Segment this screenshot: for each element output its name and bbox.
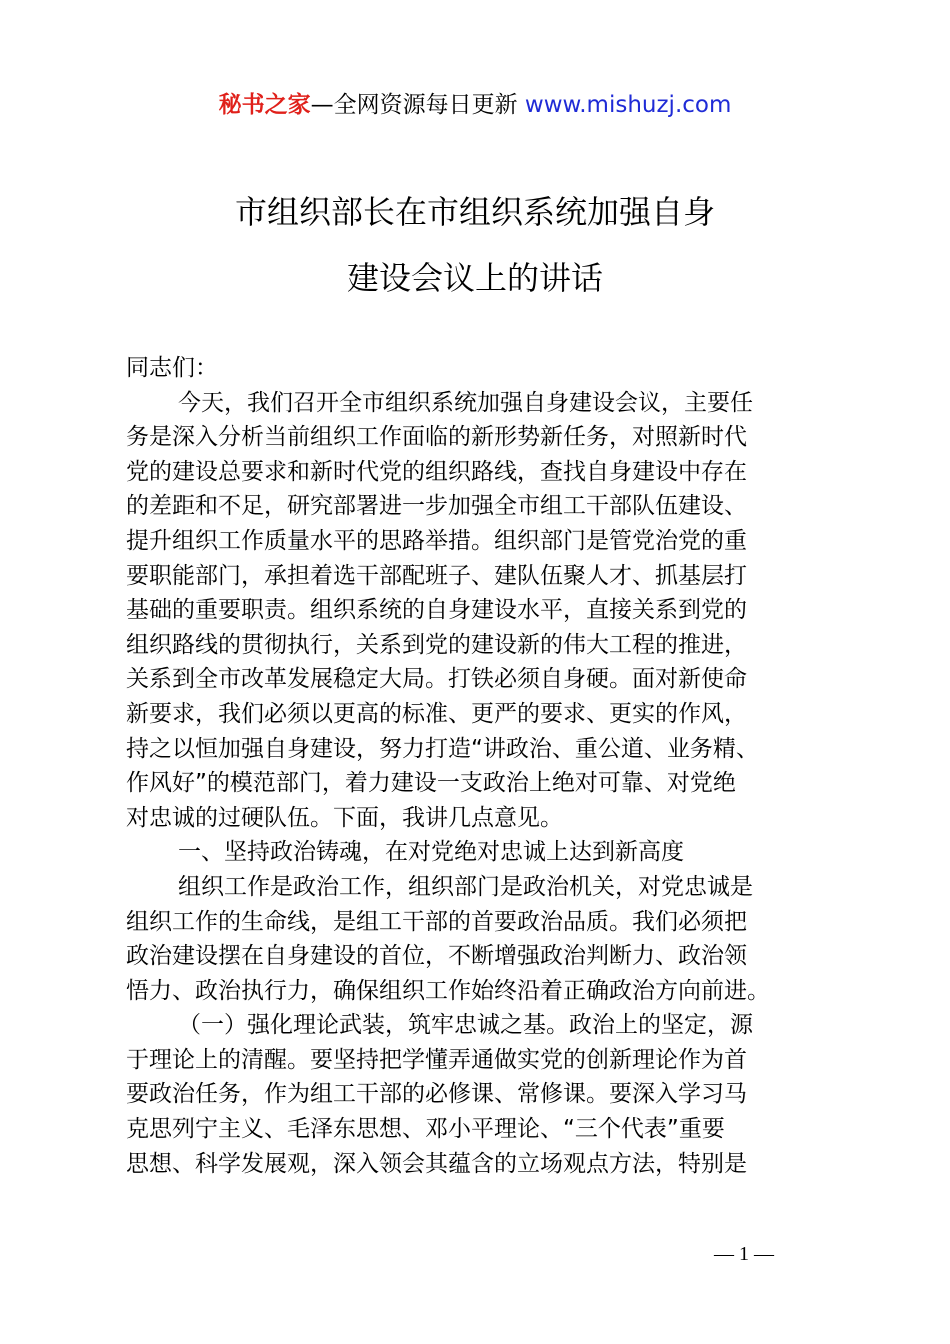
document-title-line-1: 市组织部长在市组织系统加强自身 bbox=[234, 193, 715, 231]
paragraph-line: 组织路线的贯彻执行，关系到党的建设新的伟大工程的推进， bbox=[126, 631, 747, 658]
paragraph-line: 克思列宁主义、毛泽东思想、邓小平理论、“三个代表”重要 bbox=[126, 1116, 725, 1143]
paragraph-line: 提升组织工作质量水平的思路举措。组织部门是管党治党的重 bbox=[126, 527, 747, 554]
paragraph-line: 新要求，我们必须以更高的标准、更严的要求、更实的作风， bbox=[126, 700, 747, 727]
paragraph-line: 持之以恒加强自身建设，努力打造“讲政治、重公道、业务精、 bbox=[126, 735, 759, 762]
site-url-link[interactable]: www.mishuzj.com bbox=[524, 92, 732, 118]
paragraph-line: 的差距和不足，研究部署进一步加强全市组工干部队伍建设、 bbox=[126, 493, 747, 520]
site-header bbox=[0, 90, 950, 120]
paragraph-line: 关系到全市改革发展稳定大局。打铁必须自身硬。面对新使命 bbox=[126, 666, 747, 693]
paragraph-line: 务是深入分析当前组织工作面临的新形势新任务，对照新时代 bbox=[126, 424, 747, 451]
paragraph-line: 作风好”的模范部门，着力建设一支政治上绝对可靠、对党绝 bbox=[126, 770, 736, 797]
paragraph-line: （一）强化理论武装，筑牢忠诚之基。政治上的坚定，源 bbox=[178, 1012, 753, 1039]
paragraph-line: 思想、科学发展观，深入领会其蕴含的立场观点方法，特别是 bbox=[126, 1150, 747, 1177]
paragraph-line: 于理论上的清醒。要坚持把学懂弄通做实党的创新理论作为首 bbox=[126, 1046, 747, 1073]
document-title-line-2: 建设会议上的讲话 bbox=[346, 259, 603, 297]
paragraph-line: 党的建设总要求和新时代党的组织路线，查找自身建设中存在 bbox=[126, 458, 747, 485]
paragraph-line: 悟力、政治执行力，确保组织工作始终沿着正确政治方向前进。 bbox=[126, 977, 770, 1004]
paragraph-line: 对忠诚的过硬队伍。下面，我讲几点意见。 bbox=[126, 804, 563, 831]
brand-name: 秘书之家 bbox=[218, 92, 311, 118]
section-heading-1: 一、坚持政治铸魂，在对党绝对忠诚上达到新高度 bbox=[178, 839, 684, 866]
paragraph-line: 要职能部门，承担着选干部配班子、建队伍聚人才、抓基层打 bbox=[126, 562, 747, 589]
paragraph-line: 要政治任务，作为组工干部的必修课、常修课。要深入学习马 bbox=[126, 1081, 747, 1108]
paragraph-line: 今天，我们召开全市组织系统加强自身建设会议，主要任 bbox=[178, 389, 753, 416]
paragraph-line: 政治建设摆在自身建设的首位，不断增强政治判断力、政治领 bbox=[126, 943, 747, 970]
paragraph-line: 组织工作的生命线，是组工干部的首要政治品质。我们必须把 bbox=[126, 908, 747, 935]
document-body bbox=[126, 351, 834, 1181]
paragraph-line: 基础的重要职责。组织系统的自身建设水平，直接关系到党的 bbox=[126, 597, 747, 624]
paragraph-line: 组织工作是政治工作，组织部门是政治机关，对党忠诚是 bbox=[178, 873, 753, 900]
page-number: — 1 — bbox=[714, 1243, 774, 1265]
header-tagline: —全网资源每日更新 bbox=[310, 92, 525, 118]
salutation: 同志们： bbox=[126, 355, 218, 381]
